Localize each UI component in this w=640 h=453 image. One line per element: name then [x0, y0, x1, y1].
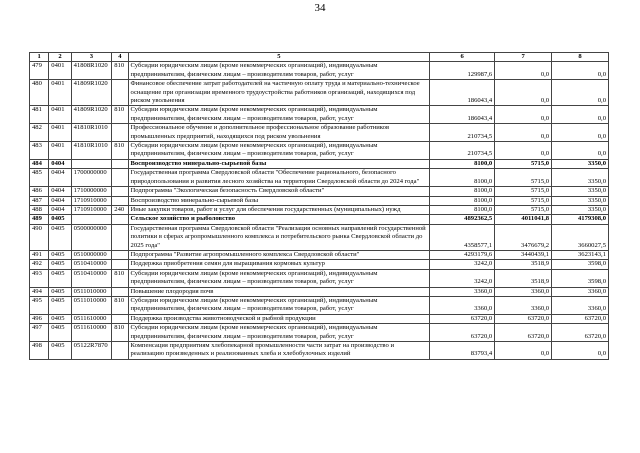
section-code-cell: 0404	[49, 205, 71, 214]
row-number-cell: 497	[30, 324, 49, 342]
table-row	[30, 142, 609, 160]
section-code-cell: 0405	[49, 296, 71, 314]
expense-type-cell: 810	[112, 269, 128, 287]
amount-year1-cell: 186043,4	[430, 80, 495, 106]
section-code-cell: 0404	[49, 169, 71, 187]
amount-year2-cell: 3518,9	[495, 260, 552, 269]
expense-type-cell	[112, 80, 128, 106]
amount-year3-cell: 4179308,0	[552, 215, 609, 224]
amount-year3-cell: 0,0	[552, 80, 609, 106]
table-row	[30, 205, 609, 214]
table-row	[30, 296, 609, 314]
description-cell: Субсидии юридическим лицам (кроме некоммерческих организаций), индивидуальным предпринимателям, физическим лицам – производителям товаров, работ, услуг	[128, 296, 430, 314]
amount-year3-cell: 3360,0	[552, 296, 609, 314]
target-code-cell: 1700000000	[71, 169, 112, 187]
target-code-cell: 0511610000	[71, 324, 112, 342]
target-code-cell: 41810R1010	[71, 142, 112, 160]
amount-year3-cell: 0,0	[552, 142, 609, 160]
amount-year2-cell: 3476679,2	[495, 224, 552, 250]
amount-year1-cell: 63720,0	[430, 314, 495, 323]
target-code-cell	[71, 215, 112, 224]
header-cell: 4	[112, 53, 128, 62]
expense-type-cell: 810	[112, 142, 128, 160]
description-cell: Повышение плодородия почв	[128, 287, 430, 296]
row-number-cell: 494	[30, 287, 49, 296]
section-code-cell: 0401	[49, 62, 71, 80]
target-code-cell: 0511010000	[71, 296, 112, 314]
description-cell: Воспроизводство минерально-сырьевой базы	[128, 196, 430, 205]
description-cell: Государственная программа Свердловской области "Обеспечение рационального, безопасного природопользования и развития лесного хозяйства на территории Свердловской области до 2024 года"	[128, 169, 430, 187]
row-number-cell: 480	[30, 80, 49, 106]
table-row	[30, 62, 609, 80]
header-cell: 5	[128, 53, 430, 62]
amount-year2-cell: 63720,0	[495, 324, 552, 342]
target-code-cell: 1710910000	[71, 196, 112, 205]
amount-year3-cell: 0,0	[552, 106, 609, 124]
table-row	[30, 80, 609, 106]
amount-year2-cell: 63720,0	[495, 314, 552, 323]
expense-type-cell	[112, 287, 128, 296]
amount-year1-cell: 3242,0	[430, 260, 495, 269]
row-number-cell: 481	[30, 106, 49, 124]
section-code-cell: 0405	[49, 269, 71, 287]
table-row	[30, 314, 609, 323]
table-row	[30, 215, 609, 224]
header-cell: 1	[30, 53, 49, 62]
row-number-cell: 495	[30, 296, 49, 314]
description-cell: Субсидии юридическим лицам (кроме некоммерческих организаций), индивидуальным предпринимателям, физическим лицам – производителям товаров, работ, услуг	[128, 324, 430, 342]
description-cell: Субсидии юридическим лицам (кроме некоммерческих организаций), индивидуальным предпринимателям, физическим лицам – производителям товаров, работ, услуг	[128, 142, 430, 160]
description-cell: Поддержка приобретения семян для выращивания кормовых культур	[128, 260, 430, 269]
target-code-cell: 05122R7870	[71, 342, 112, 360]
table-row	[30, 287, 609, 296]
amount-year2-cell: 5715,0	[495, 159, 552, 168]
amount-year2-cell: 3360,0	[495, 296, 552, 314]
table-row	[30, 324, 609, 342]
budget-table	[29, 52, 609, 360]
row-number-cell: 490	[30, 224, 49, 250]
table-row	[30, 124, 609, 142]
amount-year2-cell: 5715,0	[495, 187, 552, 196]
header-cell: 8	[552, 53, 609, 62]
expense-type-cell	[112, 314, 128, 323]
amount-year3-cell: 3350,0	[552, 159, 609, 168]
amount-year2-cell: 5715,0	[495, 169, 552, 187]
amount-year2-cell: 3440439,1	[495, 250, 552, 259]
table-row	[30, 269, 609, 287]
amount-year3-cell: 3598,0	[552, 269, 609, 287]
target-code-cell: 1710000000	[71, 187, 112, 196]
amount-year3-cell: 63720,0	[552, 314, 609, 323]
expense-type-cell	[112, 342, 128, 360]
amount-year3-cell: 63720,0	[552, 324, 609, 342]
amount-year3-cell: 3350,0	[552, 196, 609, 205]
expense-type-cell: 810	[112, 324, 128, 342]
amount-year2-cell: 5715,0	[495, 205, 552, 214]
row-number-cell: 488	[30, 205, 49, 214]
table-row	[30, 260, 609, 269]
target-code-cell: 0500000000	[71, 224, 112, 250]
row-number-cell: 492	[30, 260, 49, 269]
amount-year3-cell: 0,0	[552, 62, 609, 80]
section-code-cell: 0405	[49, 324, 71, 342]
row-number-cell: 496	[30, 314, 49, 323]
description-cell: Подпрограмма "Экологическая безопасность Свердловской области"	[128, 187, 430, 196]
amount-year2-cell: 5715,0	[495, 196, 552, 205]
amount-year1-cell: 8100,0	[430, 169, 495, 187]
amount-year1-cell: 4293179,6	[430, 250, 495, 259]
header-cell: 6	[430, 53, 495, 62]
target-code-cell: 41808R1020	[71, 62, 112, 80]
target-code-cell: 0510410000	[71, 269, 112, 287]
expense-type-cell	[112, 159, 128, 168]
row-number-cell: 493	[30, 269, 49, 287]
page-number: 34	[314, 2, 326, 14]
section-code-cell: 0404	[49, 159, 71, 168]
description-cell: Поддержка производства животноводческой и рыбной продукции	[128, 314, 430, 323]
amount-year1-cell: 83793,4	[430, 342, 495, 360]
section-code-cell: 0405	[49, 250, 71, 259]
amount-year1-cell: 63720,0	[430, 324, 495, 342]
target-code-cell: 0510410000	[71, 260, 112, 269]
amount-year2-cell: 0,0	[495, 80, 552, 106]
target-code-cell: 0510000000	[71, 250, 112, 259]
section-code-cell: 0405	[49, 215, 71, 224]
expense-type-cell	[112, 224, 128, 250]
table-row	[30, 224, 609, 250]
table-row	[30, 106, 609, 124]
target-code-cell: 41809R1020	[71, 80, 112, 106]
section-code-cell: 0401	[49, 80, 71, 106]
row-number-cell: 491	[30, 250, 49, 259]
section-code-cell: 0405	[49, 342, 71, 360]
amount-year3-cell: 3350,0	[552, 205, 609, 214]
section-code-cell: 0405	[49, 287, 71, 296]
row-number-cell: 485	[30, 169, 49, 187]
amount-year3-cell: 3623143,1	[552, 250, 609, 259]
target-code-cell: 41810R1010	[71, 124, 112, 142]
target-code-cell: 41809R1020	[71, 106, 112, 124]
header-cell: 3	[71, 53, 112, 62]
description-cell: Субсидии юридическим лицам (кроме некоммерческих организаций), индивидуальным предпринимателям, физическим лицам – производителям товаров, работ, услуг	[128, 62, 430, 80]
amount-year1-cell: 8100,0	[430, 196, 495, 205]
amount-year1-cell: 8100,0	[430, 205, 495, 214]
target-code-cell: 1710910000	[71, 205, 112, 214]
amount-year1-cell: 129987,6	[430, 62, 495, 80]
section-code-cell: 0405	[49, 314, 71, 323]
description-cell: Государственная программа Свердловской области "Реализация основных направлений государственной политики в сферах агропромышленного комплекса и потребительского рынка Свердловской области до 2025 года"	[128, 224, 430, 250]
table-row	[30, 250, 609, 259]
amount-year1-cell: 210734,5	[430, 142, 495, 160]
section-code-cell: 0401	[49, 124, 71, 142]
description-cell: Воспроизводство минерально-сырьевой базы	[128, 159, 430, 168]
amount-year2-cell: 0,0	[495, 62, 552, 80]
amount-year1-cell: 3242,0	[430, 269, 495, 287]
amount-year2-cell: 4011041,8	[495, 215, 552, 224]
expense-type-cell	[112, 169, 128, 187]
section-code-cell: 0404	[49, 187, 71, 196]
expense-type-cell	[112, 124, 128, 142]
section-code-cell: 0404	[49, 196, 71, 205]
amount-year3-cell: 3350,0	[552, 169, 609, 187]
table-row	[30, 342, 609, 360]
expense-type-cell: 810	[112, 62, 128, 80]
expense-type-cell	[112, 250, 128, 259]
description-cell: Субсидии юридическим лицам (кроме некоммерческих организаций), индивидуальным предпринимателям, физическим лицам – производителям товаров, работ, услуг	[128, 106, 430, 124]
amount-year1-cell: 4358577,1	[430, 224, 495, 250]
header-cell: 7	[495, 53, 552, 62]
target-code-cell: 0511010000	[71, 287, 112, 296]
header-row	[30, 53, 609, 62]
description-cell: Субсидии юридическим лицам (кроме некоммерческих организаций), индивидуальным предпринимателям, физическим лицам – производителям товаров, работ, услуг	[128, 269, 430, 287]
table-row	[30, 159, 609, 168]
amount-year2-cell: 3518,9	[495, 269, 552, 287]
description-cell: Профессиональное обучение и дополнительное профессиональное образование работников промышленных предприятий, находящихся под риском увольнения	[128, 124, 430, 142]
amount-year3-cell: 3360,0	[552, 287, 609, 296]
amount-year1-cell: 186043,4	[430, 106, 495, 124]
header-cell: 2	[49, 53, 71, 62]
expense-type-cell	[112, 196, 128, 205]
amount-year1-cell: 4892362,5	[430, 215, 495, 224]
amount-year1-cell: 3360,0	[430, 296, 495, 314]
description-cell: Финансовое обеспечение затрат работодателей на частичную оплату труда и материально-техническое оснащение при организации временного трудоустройства работников организаций, находящихся под риском увольнения	[128, 80, 430, 106]
amount-year3-cell: 3350,0	[552, 187, 609, 196]
row-number-cell: 487	[30, 196, 49, 205]
target-code-cell: 0511610000	[71, 314, 112, 323]
expense-type-cell	[112, 187, 128, 196]
row-number-cell: 479	[30, 62, 49, 80]
description-cell: Сельское хозяйство и рыболовство	[128, 215, 430, 224]
expense-type-cell: 240	[112, 205, 128, 214]
section-code-cell: 0401	[49, 142, 71, 160]
section-code-cell: 0405	[49, 260, 71, 269]
expense-type-cell	[112, 215, 128, 224]
amount-year3-cell: 3598,0	[552, 260, 609, 269]
amount-year1-cell: 8100,0	[430, 159, 495, 168]
amount-year1-cell: 210734,5	[430, 124, 495, 142]
amount-year2-cell: 0,0	[495, 106, 552, 124]
row-number-cell: 489	[30, 215, 49, 224]
table-row	[30, 169, 609, 187]
section-code-cell: 0405	[49, 224, 71, 250]
amount-year3-cell: 3660027,5	[552, 224, 609, 250]
amount-year1-cell: 3360,0	[430, 287, 495, 296]
table-row	[30, 187, 609, 196]
row-number-cell: 484	[30, 159, 49, 168]
amount-year2-cell: 3360,0	[495, 287, 552, 296]
amount-year1-cell: 8100,0	[430, 187, 495, 196]
amount-year3-cell: 0,0	[552, 124, 609, 142]
description-cell: Иные закупки товаров, работ и услуг для обеспечения государственных (муниципальных) нужд	[128, 205, 430, 214]
amount-year2-cell: 0,0	[495, 342, 552, 360]
expense-type-cell	[112, 260, 128, 269]
description-cell: Подпрограмма "Развитие агропромышленного комплекса Свердловской области"	[128, 250, 430, 259]
row-number-cell: 483	[30, 142, 49, 160]
expense-type-cell: 810	[112, 296, 128, 314]
row-number-cell: 486	[30, 187, 49, 196]
row-number-cell: 482	[30, 124, 49, 142]
description-cell: Компенсация предприятиям хлебопекарной промышленности части затрат на производство и реализацию произведенных и реализованных хлеба и хлебобулочных изделий	[128, 342, 430, 360]
amount-year2-cell: 0,0	[495, 124, 552, 142]
amount-year2-cell: 0,0	[495, 142, 552, 160]
row-number-cell: 498	[30, 342, 49, 360]
target-code-cell	[71, 159, 112, 168]
section-code-cell: 0401	[49, 106, 71, 124]
table-row	[30, 196, 609, 205]
expense-type-cell: 810	[112, 106, 128, 124]
amount-year3-cell: 0,0	[552, 342, 609, 360]
